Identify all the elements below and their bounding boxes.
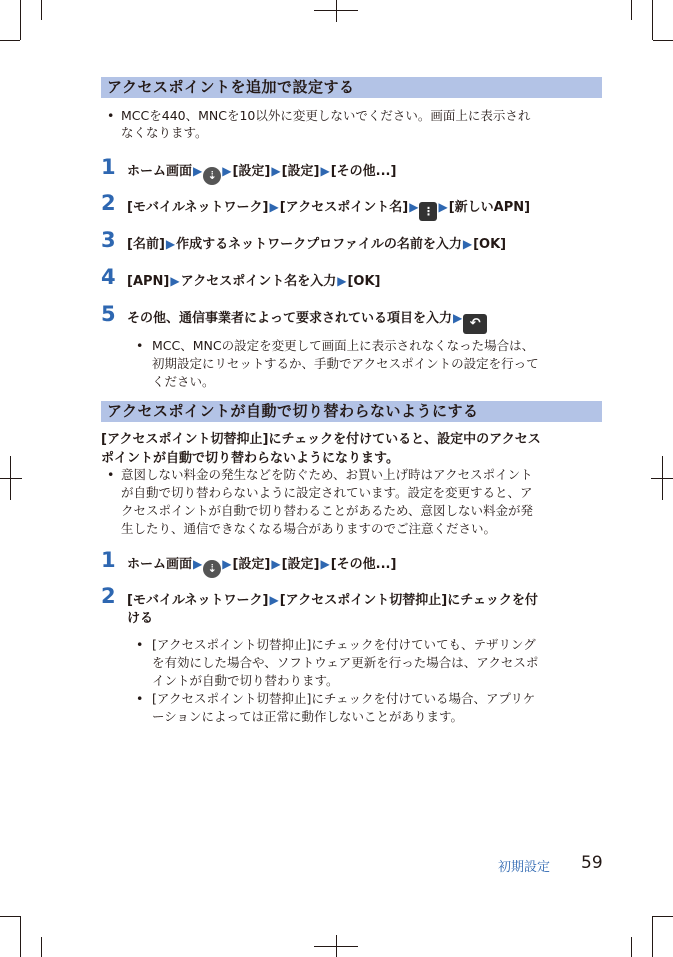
step-number: 1 bbox=[101, 548, 116, 572]
bullet-icon: • bbox=[107, 467, 115, 482]
step-text: その他、通信事業者によって要求されている項目を入力 bbox=[127, 311, 453, 326]
arrow-icon: ▶ bbox=[165, 237, 176, 251]
arrow-icon: ▶ bbox=[269, 593, 279, 607]
step-text: [OK] bbox=[473, 237, 507, 252]
step-text: [OK] bbox=[347, 274, 381, 289]
apps-icon: ⇣ bbox=[203, 560, 221, 578]
step-text: ホーム画面 bbox=[127, 557, 193, 572]
crop-mark bbox=[631, 937, 632, 957]
crop-mark bbox=[20, 0, 21, 40]
note-text: 生したり、通信できなくなる場合がありますのでご注意ください。 bbox=[121, 521, 497, 536]
crop-mark bbox=[336, 0, 337, 22]
note-text: クセスポイントが自動で切り替わることがあるため、意図しない料金が発 bbox=[121, 503, 534, 518]
step-number: 2 bbox=[101, 584, 116, 608]
note-text: なくなります。 bbox=[121, 125, 208, 140]
section-title: アクセスポイントを追加で設定する bbox=[101, 77, 602, 98]
crop-mark bbox=[653, 40, 673, 41]
note-text: を有効にした場合や、ソフトウェア更新を行った場合は、アクセスポ bbox=[152, 655, 539, 670]
step-text: [設定] bbox=[232, 164, 271, 179]
bullet-icon: • bbox=[107, 108, 115, 123]
section-label: 初期設定 bbox=[498, 860, 551, 875]
crop-mark bbox=[10, 456, 11, 500]
note-text: [アクセスポイント切替抑止]にチェックを付けている場合、アプリケ bbox=[152, 691, 536, 706]
arrow-icon: ▶ bbox=[320, 164, 330, 178]
arrow-icon: ▶ bbox=[271, 557, 281, 571]
intro-text bbox=[101, 430, 603, 468]
step-text: [モバイルネットワーク] bbox=[127, 593, 269, 608]
step-text: [新しいAPN] bbox=[448, 200, 531, 215]
step-number: 1 bbox=[101, 155, 116, 179]
step-text: ホーム画面 bbox=[127, 164, 193, 179]
arrow-icon: ▶ bbox=[320, 557, 330, 571]
step-number: 4 bbox=[101, 265, 116, 289]
back-icon: ↶ bbox=[463, 314, 487, 334]
note-text: 初期設定にリセットするか、手動でアクセスポイントの設定を行って bbox=[152, 356, 539, 371]
note-text: MCCを440、MNCを10以外に変更しないでください。画面上に表示され bbox=[121, 108, 531, 123]
arrow-icon: ▶ bbox=[222, 557, 232, 571]
bullet-icon: • bbox=[136, 637, 144, 652]
step-number: 5 bbox=[101, 302, 116, 326]
step-text: [モバイルネットワーク] bbox=[127, 200, 269, 215]
note-text: ください。 bbox=[152, 374, 215, 389]
crop-mark bbox=[0, 916, 20, 917]
step-text: [名前] bbox=[127, 237, 165, 252]
step-text: [設定] bbox=[281, 557, 320, 572]
step-text: [設定] bbox=[232, 557, 271, 572]
arrow-icon: ▶ bbox=[269, 200, 279, 214]
apps-icon: ⇣ bbox=[203, 167, 221, 185]
note-text: MCC、MNCの設定を変更して画面上に表示されなくなった場合は、 bbox=[152, 338, 535, 353]
crop-mark bbox=[662, 456, 663, 500]
step-number: 3 bbox=[101, 228, 116, 252]
step-text: [アクセスポイント切替抑止]にチェックを付 bbox=[279, 593, 538, 608]
step-text: 作成するネットワークプロファイルの名前を入力 bbox=[176, 237, 462, 252]
arrow-icon: ▶ bbox=[271, 164, 281, 178]
arrow-icon: ▶ bbox=[453, 311, 463, 325]
step-text: [その他...] bbox=[330, 557, 397, 572]
crop-mark bbox=[20, 916, 21, 957]
note-text: 意図しない料金の発生などを防ぐため、お買い上げ時はアクセスポイント bbox=[121, 467, 533, 482]
crop-mark bbox=[41, 937, 42, 957]
crop-mark bbox=[314, 946, 358, 947]
arrow-icon: ▶ bbox=[337, 274, 347, 288]
page-number: 59 bbox=[581, 853, 603, 873]
step-text: [アクセスポイント名] bbox=[279, 200, 409, 215]
step-text: [設定] bbox=[281, 164, 320, 179]
crop-mark bbox=[652, 0, 653, 40]
arrow-icon: ▶ bbox=[193, 557, 203, 571]
crop-mark bbox=[314, 10, 358, 11]
crop-mark bbox=[652, 916, 653, 957]
menu-icon: ⋮ bbox=[419, 202, 437, 221]
note-text: [アクセスポイント切替抑止]にチェックを付けていても、テザリング bbox=[152, 637, 536, 652]
bullet-icon: • bbox=[136, 338, 144, 353]
crop-mark bbox=[631, 0, 632, 20]
step-text: [その他...] bbox=[330, 164, 397, 179]
step-text: ける bbox=[127, 611, 154, 626]
crop-mark bbox=[0, 40, 20, 41]
crop-mark bbox=[41, 0, 42, 20]
section-title: アクセスポイントが自動で切り替わらないようにする bbox=[101, 401, 602, 422]
intro-line: ポイントが自動で切り替わらないようになります。 bbox=[101, 451, 399, 466]
step-number: 2 bbox=[101, 191, 116, 215]
step-text: アクセスポイント名を入力 bbox=[180, 274, 337, 289]
step-text: [APN] bbox=[127, 274, 170, 289]
arrow-icon: ▶ bbox=[438, 200, 448, 214]
note-text: イントが自動で切り替わります。 bbox=[152, 673, 339, 688]
bullet-icon: • bbox=[136, 691, 144, 706]
arrow-icon: ▶ bbox=[170, 274, 180, 288]
crop-mark bbox=[0, 478, 22, 479]
arrow-icon: ▶ bbox=[409, 200, 419, 214]
arrow-icon: ▶ bbox=[462, 237, 473, 251]
note-text: ーションによっては正常に動作しないことがあります。 bbox=[152, 709, 464, 724]
note-text: が自動で切り替わらないように設定されています。設定を変更すると、ア bbox=[121, 485, 533, 500]
arrow-icon: ▶ bbox=[222, 164, 232, 178]
crop-mark bbox=[653, 916, 673, 917]
arrow-icon: ▶ bbox=[193, 164, 203, 178]
intro-line: [アクセスポイント切替抑止]にチェックを付けていると、設定中のアクセス bbox=[101, 432, 541, 447]
